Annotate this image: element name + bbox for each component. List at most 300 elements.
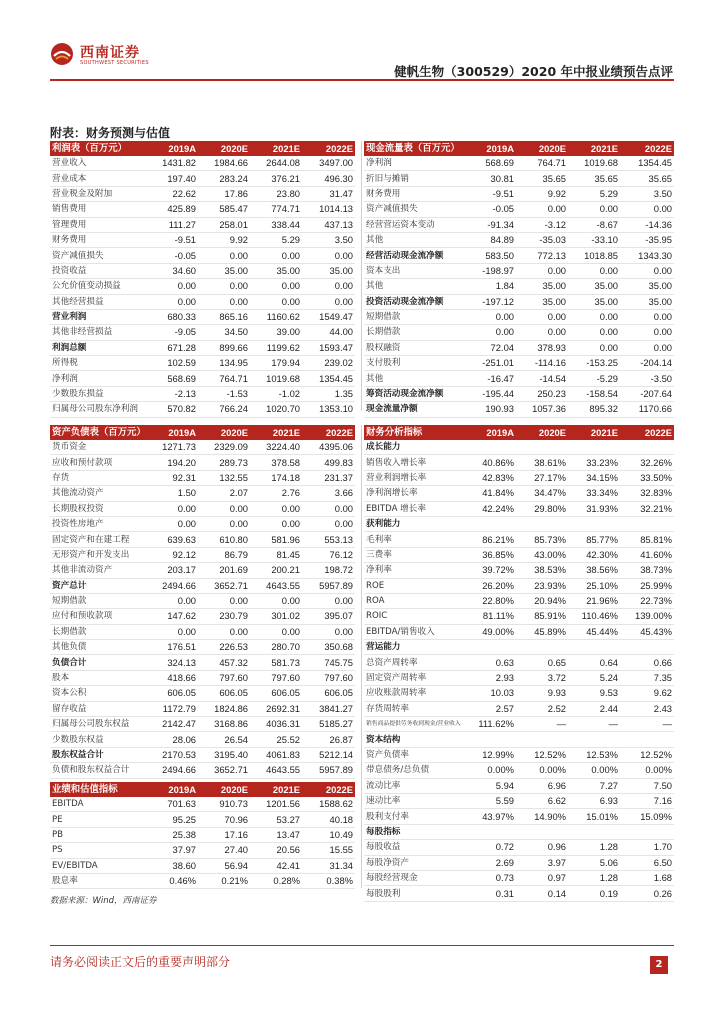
cell-value: 31.34 (302, 858, 355, 873)
cell-value: 1271.73 (146, 440, 198, 455)
cell-value: 1199.62 (250, 340, 302, 355)
cell-value: 0.00 (250, 501, 302, 516)
cell-value: 56.94 (198, 858, 250, 873)
row-label: 其他非经营损益 (50, 325, 146, 340)
cell-value: 0.00 (198, 501, 250, 516)
row-label: 应收账款周转率 (364, 686, 464, 701)
cell-value: 797.60 (198, 670, 250, 685)
row-label: 财务费用 (50, 232, 146, 247)
cell-value (464, 440, 516, 455)
cell-value: 38.56% (568, 563, 620, 578)
cell-value (464, 732, 516, 747)
row-label: 管理费用 (50, 217, 146, 232)
cell-value: 1.28 (568, 870, 620, 885)
cell-value (568, 824, 620, 839)
row-label: 流动比率 (364, 778, 464, 793)
cell-value: 5185.27 (302, 717, 355, 732)
table-row (364, 371, 674, 386)
cell-value: 0.00 (146, 294, 198, 309)
section-row (364, 516, 674, 531)
cell-value: 4643.55 (250, 763, 302, 778)
table-row (50, 486, 355, 501)
cell-value: -35.95 (620, 232, 674, 247)
cell-value: 85.91% (516, 609, 568, 624)
row-label: 留存收益 (50, 701, 146, 716)
row-label: 股息率 (50, 873, 146, 888)
cell-value: 774.71 (250, 202, 302, 217)
cell-value: 0.00% (464, 763, 516, 778)
cell-value: 10.49 (302, 827, 355, 842)
cell-value: 22.73% (620, 593, 674, 608)
cell-value: 15.55 (302, 843, 355, 858)
cell-value: 32.21% (620, 501, 674, 516)
row-label: 其他经营损益 (50, 294, 146, 309)
cell-value: 76.12 (302, 547, 355, 562)
cell-value: 2.93 (464, 670, 516, 685)
cell-value: -3.50 (620, 371, 674, 386)
cell-value: 1201.56 (250, 797, 302, 812)
table-row (50, 171, 355, 186)
cell-value: 250.23 (516, 386, 568, 401)
table-row (50, 202, 355, 217)
cell-value: 0.00 (302, 624, 355, 639)
row-label: ROIC (364, 609, 464, 624)
row-label: 销售收入增长率 (364, 455, 464, 470)
cell-value: 230.79 (198, 609, 250, 624)
cell-value: 45.89% (516, 624, 568, 639)
cell-value: 1.50 (146, 486, 198, 501)
cell-value: 0.00 (620, 263, 674, 278)
cell-value: -16.47 (464, 371, 516, 386)
cell-value: 40.18 (302, 812, 355, 827)
row-label: 投资性房地产 (50, 516, 146, 531)
cell-value: 766.24 (198, 402, 250, 417)
cell-value: 203.17 (146, 563, 198, 578)
cell-value: 280.70 (250, 640, 302, 655)
cell-value: 81.11% (464, 609, 516, 624)
cell-value: 301.02 (250, 609, 302, 624)
year-header: 2019A (146, 425, 198, 440)
cell-value: 2142.47 (146, 717, 198, 732)
cell-value: 2494.66 (146, 578, 198, 593)
cell-value: 27.17% (516, 470, 568, 485)
cell-value: 36.85% (464, 547, 516, 562)
row-label: 速动比率 (364, 793, 464, 808)
row-label: 固定资产和在建工程 (50, 532, 146, 547)
year-header: 2019A (464, 425, 516, 440)
cell-value: 1.35 (302, 386, 355, 401)
cell-value: 9.62 (620, 686, 674, 701)
table-row (50, 217, 355, 232)
row-label: 净利润 (364, 156, 464, 171)
cell-value: 29.80% (516, 501, 568, 516)
cell-value: -0.05 (146, 248, 198, 263)
cell-value: 190.93 (464, 402, 516, 417)
cell-value: 44.00 (302, 325, 355, 340)
cell-value (620, 732, 674, 747)
table-row (50, 732, 355, 747)
cell-value: 34.47% (516, 486, 568, 501)
cell-value: 1014.13 (302, 202, 355, 217)
table-row (50, 747, 355, 762)
table-row (364, 156, 674, 171)
cell-value: 41.84% (464, 486, 516, 501)
cell-value: 0.00 (516, 325, 568, 340)
table-row (364, 455, 674, 470)
cell-value: 0.00 (198, 624, 250, 639)
table-row (50, 501, 355, 516)
header-divider (50, 79, 674, 81)
cell-value: 32.26% (620, 455, 674, 470)
column-divider-top (361, 141, 362, 411)
row-label: 折旧与摊销 (364, 171, 464, 186)
cell-value: 3195.40 (198, 747, 250, 762)
row-label: 其他 (364, 371, 464, 386)
cell-value: 6.96 (516, 778, 568, 793)
table-row (364, 563, 674, 578)
table-row (364, 763, 674, 778)
cell-value: 15.09% (620, 809, 674, 824)
row-label: 存货周转率 (364, 701, 464, 716)
section-row (364, 440, 674, 455)
year-header: 2020E (198, 425, 250, 440)
cell-value: 5957.89 (302, 763, 355, 778)
cell-value: 1354.45 (302, 371, 355, 386)
row-label: 每股股利 (364, 886, 464, 901)
row-label: 净利润 (50, 371, 146, 386)
year-header: 2021E (568, 425, 620, 440)
cell-value: 38.60 (146, 858, 198, 873)
row-label: 短期借款 (50, 593, 146, 608)
table-row (364, 578, 674, 593)
cell-value: -8.67 (568, 217, 620, 232)
cell-value (516, 732, 568, 747)
cell-value: 85.81% (620, 532, 674, 547)
table-row (364, 279, 674, 294)
cell-value: 0.19 (568, 886, 620, 901)
table-row (50, 186, 355, 201)
cell-value: 6.50 (620, 855, 674, 870)
row-label: 负债和股东权益合计 (50, 763, 146, 778)
cell-value (464, 640, 516, 655)
cell-value: -91.34 (464, 217, 516, 232)
cell-value: 1019.68 (568, 156, 620, 171)
table-row (50, 516, 355, 531)
cell-value: 2170.53 (146, 747, 198, 762)
table-row (364, 624, 674, 639)
table-row (50, 248, 355, 263)
cell-value: 35.65 (568, 171, 620, 186)
table-row (50, 294, 355, 309)
cell-value: 1.68 (620, 870, 674, 885)
cell-value: 0.14 (516, 886, 568, 901)
cell-value: 25.52 (250, 732, 302, 747)
cell-value: 606.05 (146, 686, 198, 701)
cell-value: 583.50 (464, 248, 516, 263)
row-label: 股权融资 (364, 340, 464, 355)
table-row (364, 655, 674, 670)
row-label: 资本支出 (364, 263, 464, 278)
cell-value: 45.43% (620, 624, 674, 639)
cell-value: 0.00 (464, 309, 516, 324)
row-label: 现金流量净额 (364, 402, 464, 417)
cell-value: 34.50 (198, 325, 250, 340)
row-label: 长期股权投资 (50, 501, 146, 516)
company-logo (50, 42, 170, 72)
cell-value: 5.29 (568, 186, 620, 201)
row-label: PS (50, 843, 146, 858)
cell-value: -204.14 (620, 356, 674, 371)
cell-value: 671.28 (146, 340, 198, 355)
cell-value: -114.16 (516, 356, 568, 371)
cell-value: 132.55 (198, 470, 250, 485)
table-header-row (364, 425, 674, 440)
cell-value: 0.00 (516, 309, 568, 324)
row-label: 股利支付率 (364, 809, 464, 824)
year-header: 2021E (250, 141, 302, 156)
cell-value: 0.00 (464, 325, 516, 340)
cell-value: 0.00 (198, 279, 250, 294)
cell-value: -9.51 (464, 186, 516, 201)
table-row (50, 670, 355, 685)
year-header: 2021E (568, 141, 620, 156)
cell-value: 0.31 (464, 886, 516, 901)
cell-value: 10.03 (464, 686, 516, 701)
cell-value: 1.28 (568, 840, 620, 855)
table-row (364, 263, 674, 278)
cell-value: 764.71 (198, 371, 250, 386)
cell-value: -207.64 (620, 386, 674, 401)
cell-value: 1170.66 (620, 402, 674, 417)
cell-value: 0.00 (198, 593, 250, 608)
cell-value: 3224.40 (250, 440, 302, 455)
cell-value: 139.00% (620, 609, 674, 624)
cell-value: 49.00% (464, 624, 516, 639)
cell-value: 7.50 (620, 778, 674, 793)
table-row (364, 402, 674, 417)
row-label: 公允价值变动损益 (50, 279, 146, 294)
row-label: PE (50, 812, 146, 827)
table-row (364, 670, 674, 685)
row-label: 固定资产周转率 (364, 670, 464, 685)
table-row (50, 325, 355, 340)
table-row (50, 797, 355, 812)
cell-value: 7.16 (620, 793, 674, 808)
cell-value: 0.28% (250, 873, 302, 888)
cell-value (620, 824, 674, 839)
cell-value: 35.00 (198, 263, 250, 278)
cell-value: -9.51 (146, 232, 198, 247)
cell-value: 38.73% (620, 563, 674, 578)
table-title: 财务分析指标 (364, 425, 464, 440)
table-row (50, 763, 355, 778)
table-row (364, 809, 674, 824)
cell-value: 610.80 (198, 532, 250, 547)
table-header-row (50, 141, 355, 156)
row-label: 其他非流动资产 (50, 563, 146, 578)
cell-value: 174.18 (250, 470, 302, 485)
row-label: 营业成本 (50, 171, 146, 186)
cell-value: 6.93 (568, 793, 620, 808)
section-row (364, 640, 674, 655)
row-label: 资本公积 (50, 686, 146, 701)
row-label: 每股净资产 (364, 855, 464, 870)
section-row (364, 824, 674, 839)
cell-value: 553.13 (302, 532, 355, 547)
financial-ratios-table (364, 425, 674, 902)
logo-text-en: SOUTHWEST SECURITIES (80, 60, 149, 66)
cell-value: 0.00 (198, 516, 250, 531)
cell-value: 179.94 (250, 356, 302, 371)
cell-value: 7.27 (568, 778, 620, 793)
cell-value: 3.97 (516, 855, 568, 870)
cell-value: 31.93% (568, 501, 620, 516)
table-header-row (50, 782, 355, 797)
cell-value: 9.53 (568, 686, 620, 701)
cell-value: -1.02 (250, 386, 302, 401)
cell-value: 200.21 (250, 563, 302, 578)
cell-value: 0.00 (198, 248, 250, 263)
cell-value: 0.00 (302, 279, 355, 294)
cell-value: 33.23% (568, 455, 620, 470)
cell-value: 33.50% (620, 470, 674, 485)
cell-value: 102.59 (146, 356, 198, 371)
cell-value: 425.89 (146, 202, 198, 217)
cell-value: 797.60 (250, 670, 302, 685)
table-row (50, 701, 355, 716)
cell-value: 764.71 (516, 156, 568, 171)
cell-value: 5.59 (464, 793, 516, 808)
row-label: 营业利润 (50, 309, 146, 324)
cell-value: -14.36 (620, 217, 674, 232)
row-label: 长期借款 (364, 325, 464, 340)
cell-value: 43.00% (516, 547, 568, 562)
cell-value: 86.79 (198, 547, 250, 562)
table-row (364, 609, 674, 624)
table-row (50, 547, 355, 562)
table-row (50, 440, 355, 455)
table-row (364, 386, 674, 401)
year-header: 2022E (620, 141, 674, 156)
cell-value: 198.72 (302, 563, 355, 578)
cell-value: 0.00 (146, 279, 198, 294)
cell-value: 23.80 (250, 186, 302, 201)
row-label: 负债合计 (50, 655, 146, 670)
cell-value: 1018.85 (568, 248, 620, 263)
cell-value (464, 516, 516, 531)
row-label: 股东权益合计 (50, 747, 146, 762)
cell-value: 899.66 (198, 340, 250, 355)
cell-value: 2.69 (464, 855, 516, 870)
cell-value: 1.70 (620, 840, 674, 855)
cell-value: 39.72% (464, 563, 516, 578)
cell-value: 81.45 (250, 547, 302, 562)
row-label: 长期借款 (50, 624, 146, 639)
row-label: 货币资金 (50, 440, 146, 455)
cell-value: 26.87 (302, 732, 355, 747)
cell-value: 1057.36 (516, 402, 568, 417)
cell-value: — (620, 717, 674, 732)
cell-value: 0.00 (250, 624, 302, 639)
cell-value: 197.40 (146, 171, 198, 186)
row-label: 归属母公司股东净利润 (50, 402, 146, 417)
year-header: 2019A (146, 141, 198, 156)
cell-value: 134.95 (198, 356, 250, 371)
cell-value: 0.00 (250, 248, 302, 263)
table-title: 现金流量表（百万元） (364, 141, 464, 156)
table-row (50, 655, 355, 670)
cell-value: 201.69 (198, 563, 250, 578)
cell-value: 1549.47 (302, 309, 355, 324)
row-label: 投资活动现金流净额 (364, 294, 464, 309)
table-row (50, 532, 355, 547)
year-header: 2019A (464, 141, 516, 156)
cell-value: 3841.27 (302, 701, 355, 716)
cell-value: 176.51 (146, 640, 198, 655)
row-label: PB (50, 827, 146, 842)
row-label: 其他流动资产 (50, 486, 146, 501)
row-label: 其他负债 (50, 640, 146, 655)
cell-value: 45.44% (568, 624, 620, 639)
row-label: 其他 (364, 232, 464, 247)
cell-value: 496.30 (302, 171, 355, 186)
cell-value: 35.00 (568, 279, 620, 294)
cell-value: 43.97% (464, 809, 516, 824)
row-label: 资产负债率 (364, 747, 464, 762)
cell-value: 797.60 (302, 670, 355, 685)
cell-value: 12.52% (516, 747, 568, 762)
cell-value: 0.00 (568, 340, 620, 355)
row-label: 短期借款 (364, 309, 464, 324)
cell-value: 2.43 (620, 701, 674, 716)
cell-value: -33.10 (568, 232, 620, 247)
row-label: 经营营运资本变动 (364, 217, 464, 232)
cell-value: 25.38 (146, 827, 198, 842)
cell-value: 0.96 (516, 840, 568, 855)
cell-value: -9.05 (146, 325, 198, 340)
table-row (364, 547, 674, 562)
row-label: 销售费用 (50, 202, 146, 217)
cell-value: 5.29 (250, 232, 302, 247)
cell-value: 226.53 (198, 640, 250, 655)
cell-value (568, 732, 620, 747)
table-row (50, 578, 355, 593)
balance-sheet-table (50, 425, 355, 779)
cell-value: 20.56 (250, 843, 302, 858)
cell-value: 17.16 (198, 827, 250, 842)
cell-value: 5957.89 (302, 578, 355, 593)
table-row (364, 778, 674, 793)
cell-value: 606.05 (302, 686, 355, 701)
cell-value: 3652.71 (198, 578, 250, 593)
cell-value: 0.97 (516, 870, 568, 885)
cell-value: 0.00 (302, 593, 355, 608)
cell-value: 38.53% (516, 563, 568, 578)
row-label: 少数股东权益 (50, 732, 146, 747)
cell-value: -2.13 (146, 386, 198, 401)
table-row (364, 701, 674, 716)
cell-value: 1431.82 (146, 156, 198, 171)
cell-value: 42.83% (464, 470, 516, 485)
cell-value: 680.33 (146, 309, 198, 324)
cell-value: 34.60 (146, 263, 198, 278)
row-label: 每股收益 (364, 840, 464, 855)
cell-value: 0.00 (302, 294, 355, 309)
cell-value: 4061.83 (250, 747, 302, 762)
cell-value: 0.00% (568, 763, 620, 778)
cell-value: 37.97 (146, 843, 198, 858)
table-row (50, 263, 355, 278)
